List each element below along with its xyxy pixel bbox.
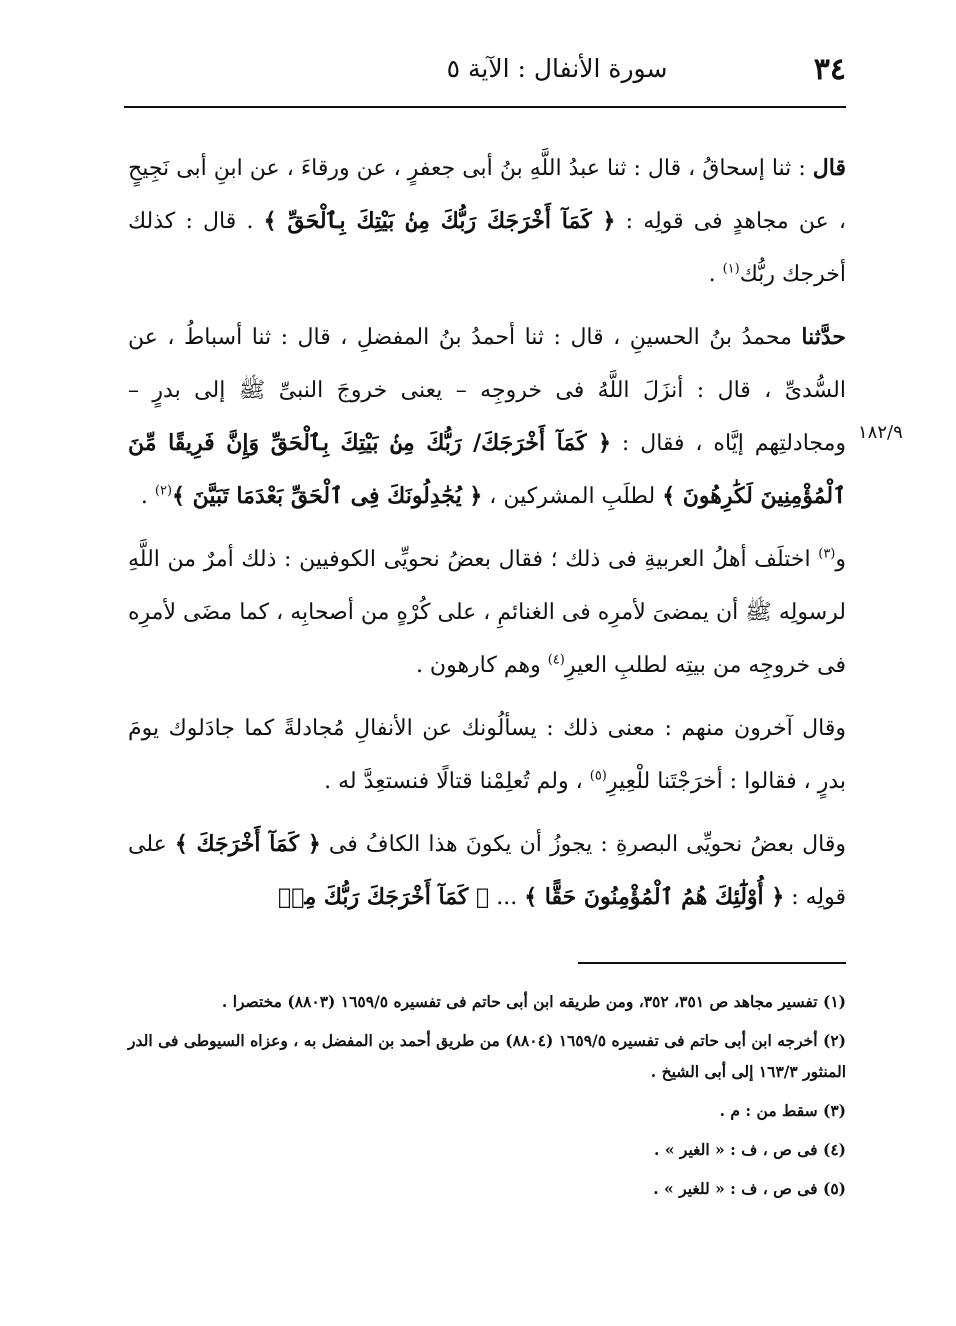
paragraph-text: محمدُ بنُ الحسينِ ، قال : ثنا أحمدُ بنُ المفضلِ ، قال : ثنا أسباطُ ، عن السُّدىِّ ، قال : أنزَلَ اللَّهُ فى خروجِه – يعنى خروجَ النبىِّ ﷺ إلى بدرٍ – ومجادلتِهم إيَّاه ، فقال :	[128, 325, 847, 456]
quran-quote-2: ﴿ يُجَٰدِلُونَكَ فِى ٱلْحَقِّ بَعْدَمَا تَبَيَّنَ ﴾	[172, 483, 483, 509]
paragraph-text: وقال بعضُ نحويِّى البصرةِ : يجوزُ أن يكونَ هذا الكافُ فى	[320, 832, 846, 857]
quran-quote: ﴿ كَمَآ أَخْرَجَكَ رَبُّكَ مِنۢ بَيْتِكَ بِٱلْحَقِّ ﴾	[263, 208, 616, 234]
footnote-2: (٢) أخرجه ابن أبى حاتم فى تفسيره ١٦٥٩/٥ (٨٨٠٤) من طريق أحمد بن المفضل به ، وعزاه السيوطى فى الدر المنثور ١٦٣/٣ إلى أبى الشيخ .	[128, 1031, 847, 1081]
header-rule	[124, 106, 846, 108]
paragraph-text: وقال آخرون منهم : معنى ذلك : يسألُونك عن الأنفالِ مُجادلةً كما جادَلوك يومَ بدرٍ ، فقالوا : أخرَجْتَنا للْعِيرِ	[128, 716, 846, 794]
paragraph-tail: على قولِه :	[128, 832, 846, 910]
footnote-5: (٥) فى ص ، ف : « للغير » .	[653, 1179, 846, 1198]
quran-quote-3: ﴿ كَمَآ أَخْرَجَكَ رَبُّكَ مِنۢ	[278, 884, 490, 910]
paragraph-lead: قال	[812, 155, 846, 181]
footnote-marker: (٣)	[818, 546, 836, 562]
footnote-marker: (٤)	[547, 652, 565, 668]
paragraph-4	[128, 702, 846, 808]
quran-quote-2: ﴿ أُوْلَٰٓئِكَ هُمُ ٱلْمُؤْمِنُونَ حَقًّا ﴾	[524, 884, 785, 910]
paragraph-3	[128, 533, 846, 692]
paragraph-tail: . قال : كذلك أخرجك ربُّك	[128, 209, 846, 287]
paragraph-text: : ثنا إسحاقُ ، قال : ثنا عبدُ اللَّهِ بنُ أبى جعفرٍ ، عن ورقاءَ ، عن ابنِ أبى نَجِيحٍ ، عن مجاهدٍ فى قولِه :	[128, 156, 846, 234]
footnote-3: (٣) سقط من : م .	[719, 1101, 846, 1120]
footnote-marker: (١)	[722, 261, 740, 277]
main-text	[128, 142, 846, 934]
paragraph-text: اختلَف أهلُ العربيةِ فى ذلك ؛ فقال بعضُ نحويِّى الكوفيين : ذلك أمرٌ من اللَّهِ لرسولِه ﷺ أن يمضىَ لأمرِه فى الغنائمِ ، على كُرْهٍ من أصحابِه ، كما مضَى لأمرِه فى خروجِه من بيتِه لطلبِ العيرِ	[128, 547, 846, 678]
paragraph-lead: حدَّثنا	[801, 324, 846, 350]
page-header	[128, 52, 846, 96]
quran-quote: ﴿ كَمَآ أَخْرَجَكَ/ رَبُّكَ مِنۢ بَيْتِكَ بِٱلْحَقِّ وَإِنَّ فَرِيقًا مِّنَ ٱلْمُؤْمِنِينَ لَكَٰرِهُونَ ﴾	[128, 430, 846, 509]
paragraph-end: ...	[489, 885, 525, 910]
paragraph-end: ، ولم تُعلِمْنا قتالًا فنستعِدَّ له .	[324, 769, 590, 794]
quran-quote: ﴿ كَمَآ أَخْرَجَكَ ﴾	[174, 831, 321, 857]
footnote-1: (١) تفسير مجاهد ص ٣٥١، ٣٥٢، ومن طريقه ابن أبى حاتم فى تفسيره ١٦٥٩/٥ (٨٨٠٣) مختصرا .	[221, 992, 846, 1011]
running-title: سورة الأنفال : الآية ٥	[446, 54, 668, 83]
footnote-rule	[578, 962, 846, 964]
paragraph-end: وهم كارهون .	[415, 653, 548, 678]
paragraph-lead: و	[835, 547, 846, 572]
margin-reference: ١٨٢/٩	[858, 422, 903, 443]
footnote-4: (٤) فى ص ، ف : « الغير » .	[654, 1140, 846, 1159]
paragraph-2	[128, 311, 846, 523]
footnotes	[128, 986, 846, 1212]
paragraph-5	[128, 818, 846, 924]
paragraph-1	[128, 142, 846, 301]
paragraph-end: .	[708, 262, 723, 287]
paragraph-end: .	[140, 484, 155, 509]
paragraph-tail: لطلَبِ المشركين ،	[482, 484, 663, 509]
page-number: ٣٤	[813, 52, 846, 87]
footnote-marker: (٥)	[589, 768, 607, 784]
footnote-marker: (٢)	[154, 483, 173, 499]
